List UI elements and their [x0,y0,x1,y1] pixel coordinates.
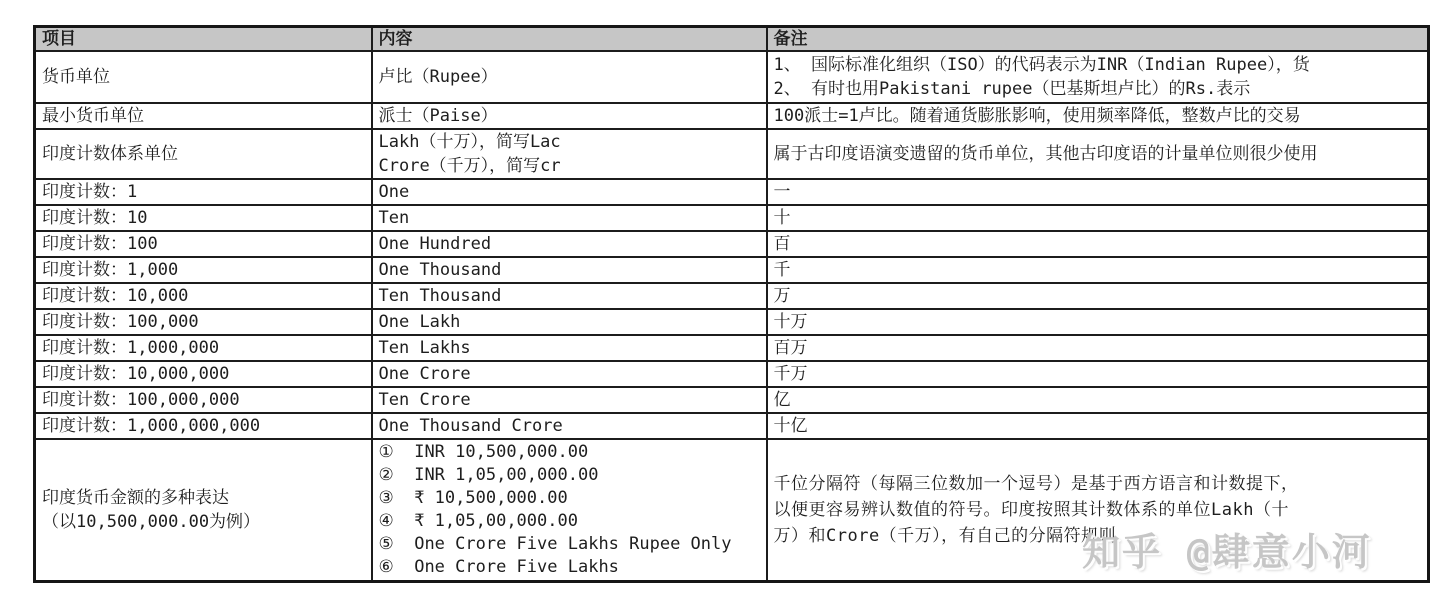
table-row [35,103,1429,129]
cell-line: 印度计数：100,000,000 [42,390,240,410]
cell-line: 1、 国际标准化组织（ISO）的代码表示为INR（Indian Rupee），货 [773,55,1310,75]
cell-note [767,103,1429,129]
cell-content [372,439,767,581]
cell-line: 印度计数：1,000,000 [42,338,220,358]
cell-line: 货币单位 [42,67,110,87]
cell-item [35,387,372,413]
cell-item [35,413,372,439]
table-row [35,309,1429,335]
cell-line: 印度货币金额的多种表达 [42,487,229,508]
cell-note [767,387,1429,413]
cell-line: 印度计数：1 [42,182,138,202]
cell-line: 印度计数体系单位 [42,144,178,164]
cell-line: 亿 [773,390,791,410]
cell-line: 印度计数：10 [42,208,148,228]
cell-line: Ten [378,208,410,228]
table-row [35,179,1429,205]
cell-content [372,335,767,361]
cell-line: One Hundred [378,234,492,254]
cell-line: 千 [773,260,791,280]
cell-line: 印度计数：10,000 [42,286,189,306]
table-row [35,51,1429,103]
table-row [35,257,1429,283]
cell-content [372,309,767,335]
cell-line: Ten Lakhs [378,338,471,358]
table-body [35,51,1429,581]
table-row [35,387,1429,413]
cell-note [767,179,1429,205]
cell-item [35,439,372,581]
table-row [35,413,1429,439]
cell-line: 百万 [773,338,808,358]
cell-line: One Lakh [378,312,461,332]
cell-content [372,205,767,231]
cell-line: ① INR 10,500,000.00 [378,441,589,462]
col-header-item: 项目 [35,27,372,52]
cell-line: 千位分隔符（每隔三位数加一个逗号）是基于西方语言和计数提下， [773,473,1299,494]
table-header [35,27,1429,52]
watermark: 知乎 @肆意小河 [1082,530,1372,574]
cell-line: Ten Thousand [378,286,502,306]
cell-line: ③ ₹ 10,500,000.00 [378,487,568,508]
cell-item [35,129,372,179]
cell-content [372,257,767,283]
cell-note [767,129,1429,179]
table-row [35,335,1429,361]
cell-line: ⑥ One Crore Five Lakhs [378,556,619,577]
cell-line: Ten Crore [378,390,471,410]
cell-content [372,283,767,309]
cell-line: One Thousand Crore [378,416,563,436]
cell-line: 万 [773,286,791,306]
cell-item [35,361,372,387]
cell-note [767,413,1429,439]
cell-line: 印度计数：1,000,000,000 [42,416,261,436]
cell-line: One Thousand [378,260,502,280]
cell-note [767,205,1429,231]
cell-item [35,51,372,103]
cell-line: 属于古印度语演变遗留的货币单位，其他古印度语的计量单位则很少使用 [773,144,1318,164]
cell-line: ② INR 1,05,00,000.00 [378,464,599,485]
cell-line: 印度计数：100,000 [42,312,199,332]
cell-line: 十亿 [773,416,808,436]
cell-line: Lakh（十万），简写Lac [378,132,561,152]
cell-line: ④ ₹ 1,05,00,000.00 [378,510,578,531]
cell-line: 卢比（Rupee） [378,67,498,87]
cell-note [767,361,1429,387]
cell-line: Crore（千万），简写cr [378,156,561,176]
table-row [35,283,1429,309]
cell-item [35,257,372,283]
cell-line: 一 [773,182,791,202]
cell-line: 万）和Crore（千万），有自己的分隔符规则 [773,525,1117,546]
cell-line: One [378,182,410,202]
cell-line: 印度计数：10,000,000 [42,364,230,384]
cell-content [372,129,767,179]
cell-item [35,179,372,205]
cell-line: 2、 有时也用Pakistani rupee（巴基斯坦卢比）的Rs.表示 [773,79,1251,99]
cell-line: 十 [773,208,791,228]
cell-line: 百 [773,234,791,254]
table-row [35,129,1429,179]
cell-item [35,205,372,231]
table-row [35,361,1429,387]
cell-content [372,413,767,439]
cell-line: 印度计数：100 [42,234,158,254]
currency-table [33,25,1430,583]
cell-item [35,283,372,309]
cell-line: 以便更容易辨认数值的符号。印度按照其计数体系的单位Lakh（十 [773,499,1289,520]
cell-item [35,103,372,129]
cell-line: 100派士=1卢比。随着通货膨胀影响，使用频率降低，整数卢比的交易 [773,106,1301,126]
cell-line: ⑤ One Crore Five Lakhs Rupee Only [378,533,732,554]
cell-content [372,179,767,205]
cell-content [372,387,767,413]
cell-line: 印度计数：1,000 [42,260,179,280]
cell-line: 千万 [773,364,808,384]
cell-content [372,231,767,257]
cell-note [767,231,1429,257]
cell-line: One Crore [378,364,471,384]
cell-note [767,309,1429,335]
cell-note [767,257,1429,283]
cell-line: （以10,500,000.00为例） [42,511,261,532]
cell-item [35,335,372,361]
cell-content [372,103,767,129]
cell-note [767,51,1429,103]
cell-line: 最小货币单位 [42,106,144,126]
cell-item [35,231,372,257]
cell-line: 十万 [773,312,808,332]
cell-note [767,283,1429,309]
cell-line: 派士（Paise） [378,106,498,126]
cell-content [372,361,767,387]
col-header-content: 内容 [372,27,767,52]
col-header-note: 备注 [767,27,1429,52]
currency-table-container [33,25,1430,583]
cell-note [767,335,1429,361]
table-row [35,205,1429,231]
cell-content [372,51,767,103]
header-row [35,27,1429,52]
table-row [35,231,1429,257]
cell-item [35,309,372,335]
